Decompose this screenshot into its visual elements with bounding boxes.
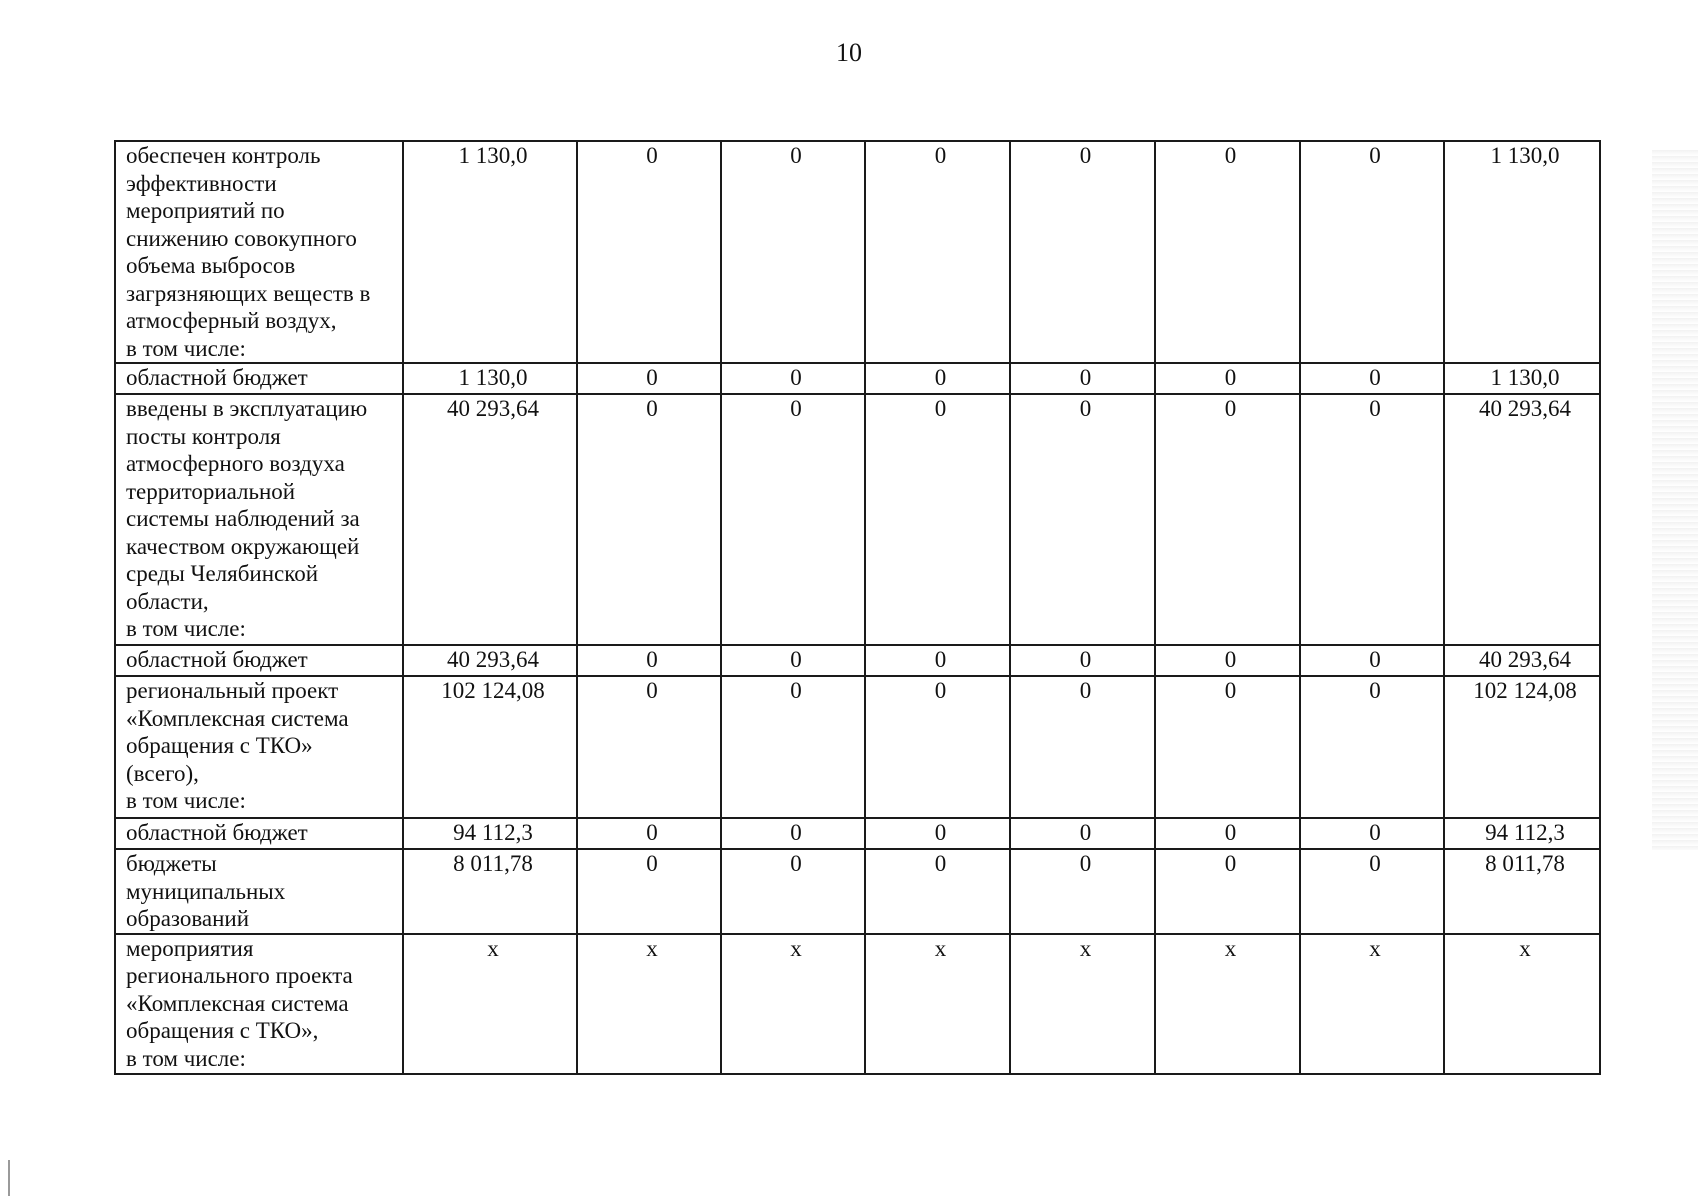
value-cell: 1 130,0 xyxy=(403,363,577,394)
value-cell: 0 xyxy=(1300,141,1444,363)
value-cell: 8 011,78 xyxy=(403,849,577,934)
value-cell: 40 293,64 xyxy=(1444,645,1600,676)
row-label: бюджеты муниципальных образований xyxy=(115,849,403,934)
table-row xyxy=(115,645,1600,676)
value-cell: 0 xyxy=(1300,645,1444,676)
row-label: региональный проект «Комплексная система обращения с ТКО» (всего), в том числе: xyxy=(115,676,403,818)
value-cell: 0 xyxy=(1010,363,1155,394)
value-cell: 0 xyxy=(721,676,865,818)
value-cell: 0 xyxy=(1155,141,1300,363)
value-cell: 0 xyxy=(1300,676,1444,818)
value-cell: 0 xyxy=(1300,849,1444,934)
value-cell: 1 130,0 xyxy=(403,141,577,363)
value-cell: 0 xyxy=(577,676,721,818)
value-cell: 0 xyxy=(721,818,865,849)
value-cell: 0 xyxy=(1010,394,1155,645)
table-row xyxy=(115,934,1600,1074)
value-cell: 0 xyxy=(1010,141,1155,363)
value-cell: 102 124,08 xyxy=(1444,676,1600,818)
value-cell: 0 xyxy=(577,363,721,394)
value-cell: 0 xyxy=(577,141,721,363)
value-cell: 0 xyxy=(577,849,721,934)
value-cell: 102 124,08 xyxy=(403,676,577,818)
value-cell: х xyxy=(1155,934,1300,1074)
value-cell: х xyxy=(403,934,577,1074)
value-cell: х xyxy=(721,934,865,1074)
value-cell: 0 xyxy=(1155,676,1300,818)
value-cell: 40 293,64 xyxy=(1444,394,1600,645)
row-label: областной бюджет xyxy=(115,645,403,676)
value-cell: 40 293,64 xyxy=(403,394,577,645)
value-cell: 0 xyxy=(1300,394,1444,645)
value-cell: 0 xyxy=(721,849,865,934)
value-cell: 0 xyxy=(1155,849,1300,934)
budget-table xyxy=(114,140,1601,1075)
value-cell: 0 xyxy=(1010,849,1155,934)
value-cell: х xyxy=(577,934,721,1074)
row-label: мероприятия регионального проекта «Комплексная система обращения с ТКО», в том числе: xyxy=(115,934,403,1074)
value-cell: 0 xyxy=(1300,363,1444,394)
table-row xyxy=(115,394,1600,645)
page-number: 10 xyxy=(836,38,862,67)
value-cell: 0 xyxy=(1300,818,1444,849)
table-row xyxy=(115,363,1600,394)
value-cell: 8 011,78 xyxy=(1444,849,1600,934)
row-label: областной бюджет xyxy=(115,818,403,849)
table-row xyxy=(115,818,1600,849)
value-cell: х xyxy=(865,934,1010,1074)
row-label: областной бюджет xyxy=(115,363,403,394)
value-cell: 0 xyxy=(865,818,1010,849)
scan-edge-artifact xyxy=(1652,150,1698,850)
value-cell: 0 xyxy=(1010,676,1155,818)
table-row xyxy=(115,141,1600,363)
value-cell: 0 xyxy=(721,645,865,676)
value-cell: 0 xyxy=(865,676,1010,818)
row-label: введены в эксплуатацию посты контроля атмосферного воздуха территориальной системы наблюдений за качеством окружающей среды Челябинской области, в том числе: xyxy=(115,394,403,645)
value-cell: 94 112,3 xyxy=(1444,818,1600,849)
value-cell: х xyxy=(1444,934,1600,1074)
value-cell: 0 xyxy=(1155,363,1300,394)
value-cell: 0 xyxy=(1155,394,1300,645)
value-cell: 0 xyxy=(865,849,1010,934)
value-cell: 0 xyxy=(1155,818,1300,849)
value-cell: х xyxy=(1300,934,1444,1074)
scan-edge-mark xyxy=(8,1160,10,1196)
value-cell: 0 xyxy=(865,141,1010,363)
value-cell: 0 xyxy=(865,645,1010,676)
table-row xyxy=(115,849,1600,934)
value-cell: 1 130,0 xyxy=(1444,363,1600,394)
row-label: обеспечен контроль эффективности мероприятий по снижению совокупного объема выбросов загрязняющих веществ в атмосферный воздух, в том числе: xyxy=(115,141,403,363)
value-cell: 0 xyxy=(865,394,1010,645)
value-cell: 40 293,64 xyxy=(403,645,577,676)
value-cell: 0 xyxy=(1010,818,1155,849)
value-cell: 0 xyxy=(721,363,865,394)
value-cell: 0 xyxy=(577,818,721,849)
value-cell: х xyxy=(1010,934,1155,1074)
value-cell: 0 xyxy=(1010,645,1155,676)
table-row xyxy=(115,676,1600,818)
value-cell: 0 xyxy=(577,394,721,645)
value-cell: 0 xyxy=(721,141,865,363)
value-cell: 0 xyxy=(577,645,721,676)
value-cell: 0 xyxy=(1155,645,1300,676)
value-cell: 0 xyxy=(865,363,1010,394)
value-cell: 0 xyxy=(721,394,865,645)
value-cell: 94 112,3 xyxy=(403,818,577,849)
value-cell: 1 130,0 xyxy=(1444,141,1600,363)
